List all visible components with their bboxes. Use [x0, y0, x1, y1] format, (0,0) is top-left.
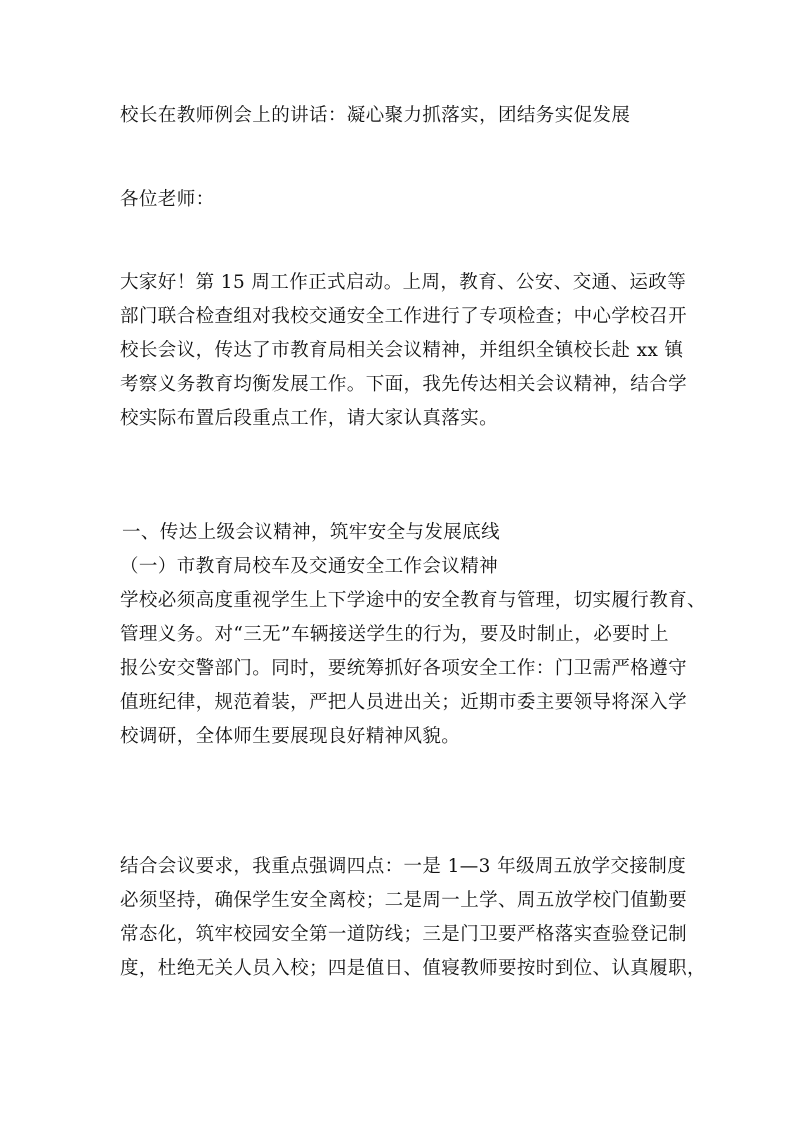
- text-line: 常态化，筑牢校园安全第一道防线；三是门卫要严格落实查验登记制: [120, 924, 688, 945]
- text-line: 校实际布置后段重点工作，请大家认真落实。: [120, 408, 499, 429]
- text-line: 考察义务教育均衡发展工作。下面，我先传达相关会议精神，结合学: [120, 374, 688, 395]
- text-line: 结合会议要求，我重点强调四点：一是 1—3 年级周五放学交接制度: [120, 856, 687, 877]
- text-line: 校调研，全体师生要展现良好精神风貌。: [120, 726, 461, 747]
- section-heading: [122, 516, 678, 550]
- paragraph-opening: [120, 266, 688, 436]
- paragraph-safety: [120, 584, 706, 754]
- text-line: 大家好！第 15 周工作正式启动。上周，教育、公安、交通、运政等: [120, 272, 687, 293]
- text-line: 部门联合检查组对我校交通安全工作进行了专项检查；中心学校召开: [120, 306, 688, 327]
- text-line: 度，杜绝无关人员入校；四是值日、值寝教师要按时到位、认真履职，: [120, 958, 706, 979]
- subsection-heading-text: （一）市教育局校车及交通安全工作会议精神: [120, 556, 499, 577]
- text-line: 管理义务。对“三无”车辆接送学生的行为，要及时制止，必要时上: [120, 624, 669, 645]
- salutation-text: 各位老师：: [120, 189, 215, 210]
- subsection-heading: [120, 550, 676, 584]
- section-heading-text: 一、传达上级会议精神，筑牢安全与发展底线: [122, 522, 501, 543]
- salutation: [120, 183, 676, 217]
- text-line: 学校必须高度重视学生上下学途中的安全教育与管理，切实履行教育、: [120, 590, 706, 611]
- text-line: 报公安交警部门。同时，要统筹抓好各项安全工作：门卫需严格遵守: [120, 658, 688, 679]
- text-line: 值班纪律，规范着装，严把人员进出关；近期市委主要领导将深入学: [120, 692, 688, 713]
- text-line: 校长会议，传达了市教育局相关会议精神，并组织全镇校长赴 xx 镇: [120, 340, 684, 361]
- paragraph-four-points: [120, 850, 706, 986]
- text-line: 必须坚持，确保学生安全离校；二是周一上学、周五放学校门值勤要: [120, 890, 688, 911]
- title-text: 校长在教师例会上的讲话：凝心聚力抓落实，团结务实促发展: [120, 105, 631, 126]
- document-title: [120, 99, 676, 133]
